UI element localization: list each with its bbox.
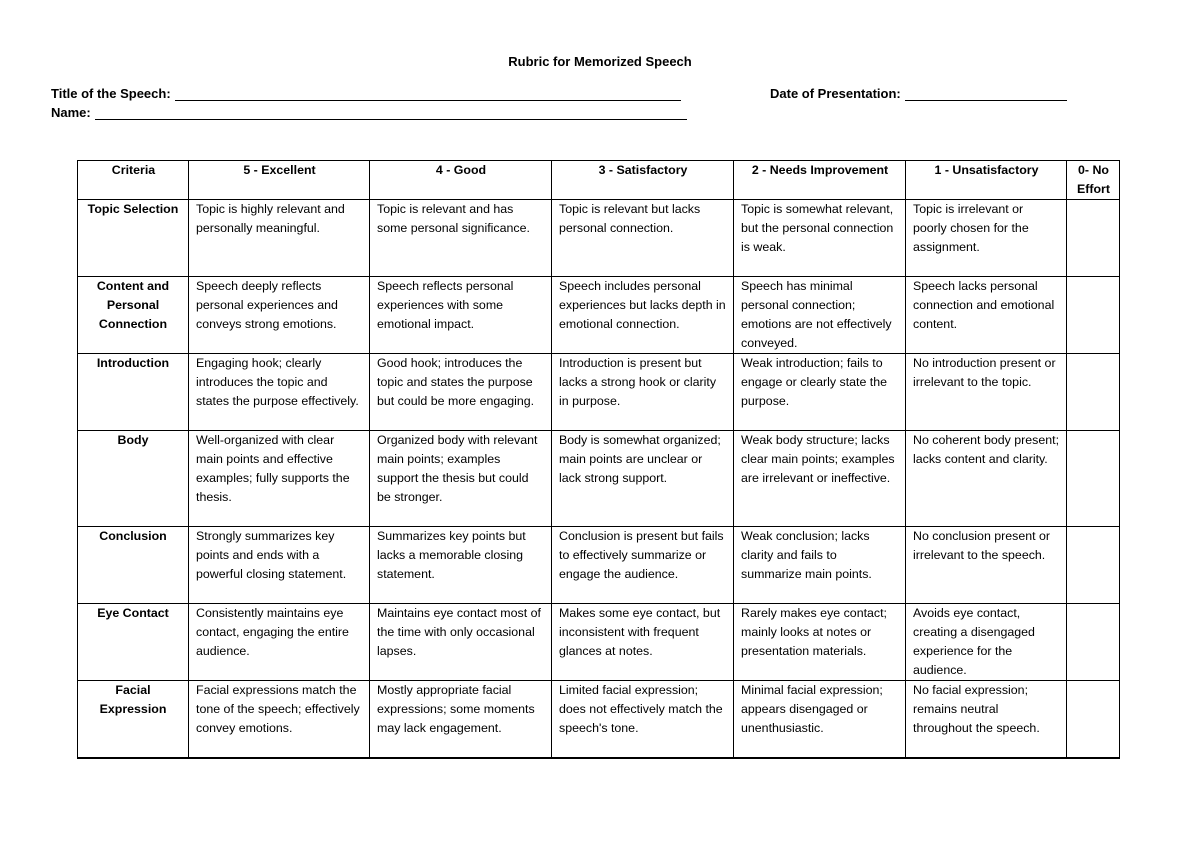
- speech-title-field[interactable]: [51, 86, 681, 101]
- rubric-cell: Facial expressions match the tone of the speech; effectively convey emotions.: [189, 681, 370, 758]
- criteria-cell: Content and Personal Connection: [78, 277, 189, 354]
- score-cell[interactable]: [1067, 527, 1120, 604]
- header-unsatisfactory: 1 - Unsatisfactory: [906, 161, 1067, 200]
- rubric-cell: Conclusion is present but fails to effectively summarize or engage the audience.: [552, 527, 734, 604]
- score-cell[interactable]: [1067, 277, 1120, 354]
- header-good: 4 - Good: [370, 161, 552, 200]
- table-row: [78, 354, 1120, 431]
- rubric-cell: Makes some eye contact, but inconsistent with frequent glances at notes.: [552, 604, 734, 681]
- rubric-cell: Well-organized with clear main points and effective examples; fully supports the thesis.: [189, 431, 370, 527]
- criteria-cell: Body: [78, 431, 189, 527]
- table-row: [78, 527, 1120, 604]
- table-row: [78, 431, 1120, 527]
- speech-title-label: Title of the Speech:: [51, 86, 171, 101]
- date-field[interactable]: [770, 86, 1067, 101]
- page-title: Rubric for Memorized Speech: [508, 54, 692, 69]
- rubric-cell: Introduction is present but lacks a strong hook or clarity in purpose.: [552, 354, 734, 431]
- rubric-cell: Speech has minimal personal connection; emotions are not effectively conveyed.: [734, 277, 906, 354]
- criteria-cell: Conclusion: [78, 527, 189, 604]
- header-satisfactory: 3 - Satisfactory: [552, 161, 734, 200]
- rubric-cell: Good hook; introduces the topic and states the purpose but could be more engaging.: [370, 354, 552, 431]
- header-needs-improvement: 2 - Needs Improvement: [734, 161, 906, 200]
- rubric-cell: No conclusion present or irrelevant to the speech.: [906, 527, 1067, 604]
- header-criteria: Criteria: [78, 161, 189, 200]
- rubric-cell: No facial expression; remains neutral throughout the speech.: [906, 681, 1067, 758]
- rubric-cell: Weak introduction; fails to engage or clearly state the purpose.: [734, 354, 906, 431]
- rubric-cell: Speech includes personal experiences but lacks depth in emotional connection.: [552, 277, 734, 354]
- criteria-cell: Facial Expression: [78, 681, 189, 758]
- rubric-cell: Maintains eye contact most of the time with only occasional lapses.: [370, 604, 552, 681]
- speech-title-blank-line[interactable]: [175, 87, 681, 101]
- header-no-effort: 0- No Effort: [1067, 161, 1120, 200]
- criteria-cell: Topic Selection: [78, 200, 189, 277]
- rubric-cell: Topic is somewhat relevant, but the personal connection is weak.: [734, 200, 906, 277]
- name-blank-line[interactable]: [95, 106, 687, 120]
- name-label: Name:: [51, 105, 91, 120]
- rubric-cell: Summarizes key points but lacks a memorable closing statement.: [370, 527, 552, 604]
- rubric-cell: Limited facial expression; does not effectively match the speech's tone.: [552, 681, 734, 758]
- rubric-cell: Engaging hook; clearly introduces the topic and states the purpose effectively.: [189, 354, 370, 431]
- table-row: [78, 200, 1120, 277]
- score-cell[interactable]: [1067, 431, 1120, 527]
- rubric-cell: Topic is relevant but lacks personal connection.: [552, 200, 734, 277]
- rubric-cell: Avoids eye contact, creating a disengaged experience for the audience.: [906, 604, 1067, 681]
- score-cell[interactable]: [1067, 604, 1120, 681]
- table-row: [78, 604, 1120, 681]
- rubric-cell: Strongly summarizes key points and ends with a powerful closing statement.: [189, 527, 370, 604]
- score-cell[interactable]: [1067, 200, 1120, 277]
- rubric-cell: No introduction present or irrelevant to the topic.: [906, 354, 1067, 431]
- rubric-cell: Topic is highly relevant and personally meaningful.: [189, 200, 370, 277]
- rubric-cell: Speech lacks personal connection and emotional content.: [906, 277, 1067, 354]
- rubric-cell: Organized body with relevant main points; examples support the thesis but could be stronger.: [370, 431, 552, 527]
- rubric-cell: No coherent body present; lacks content and clarity.: [906, 431, 1067, 527]
- date-label: Date of Presentation:: [770, 86, 901, 101]
- rubric-cell: Speech deeply reflects personal experiences and conveys strong emotions.: [189, 277, 370, 354]
- rubric-table: [77, 160, 1120, 759]
- rubric-cell: Minimal facial expression; appears disengaged or unenthusiastic.: [734, 681, 906, 758]
- name-field[interactable]: [51, 105, 687, 120]
- rubric-cell: Consistently maintains eye contact, engaging the entire audience.: [189, 604, 370, 681]
- table-row: [78, 277, 1120, 354]
- score-cell[interactable]: [1067, 681, 1120, 758]
- date-blank-line[interactable]: [905, 87, 1067, 101]
- rubric-cell: Topic is irrelevant or poorly chosen for the assignment.: [906, 200, 1067, 277]
- header-excellent: 5 - Excellent: [189, 161, 370, 200]
- criteria-cell: Eye Contact: [78, 604, 189, 681]
- rubric-cell: Weak body structure; lacks clear main points; examples are irrelevant or ineffective.: [734, 431, 906, 527]
- rubric-cell: Body is somewhat organized; main points are unclear or lack strong support.: [552, 431, 734, 527]
- rubric-cell: Mostly appropriate facial expressions; some moments may lack engagement.: [370, 681, 552, 758]
- rubric-cell: Topic is relevant and has some personal significance.: [370, 200, 552, 277]
- score-cell[interactable]: [1067, 354, 1120, 431]
- rubric-cell: Rarely makes eye contact; mainly looks at notes or presentation materials.: [734, 604, 906, 681]
- rubric-cell: Weak conclusion; lacks clarity and fails to summarize main points.: [734, 527, 906, 604]
- table-row: [78, 681, 1120, 758]
- rubric-cell: Speech reflects personal experiences with some emotional impact.: [370, 277, 552, 354]
- header-row: [78, 161, 1120, 200]
- criteria-cell: Introduction: [78, 354, 189, 431]
